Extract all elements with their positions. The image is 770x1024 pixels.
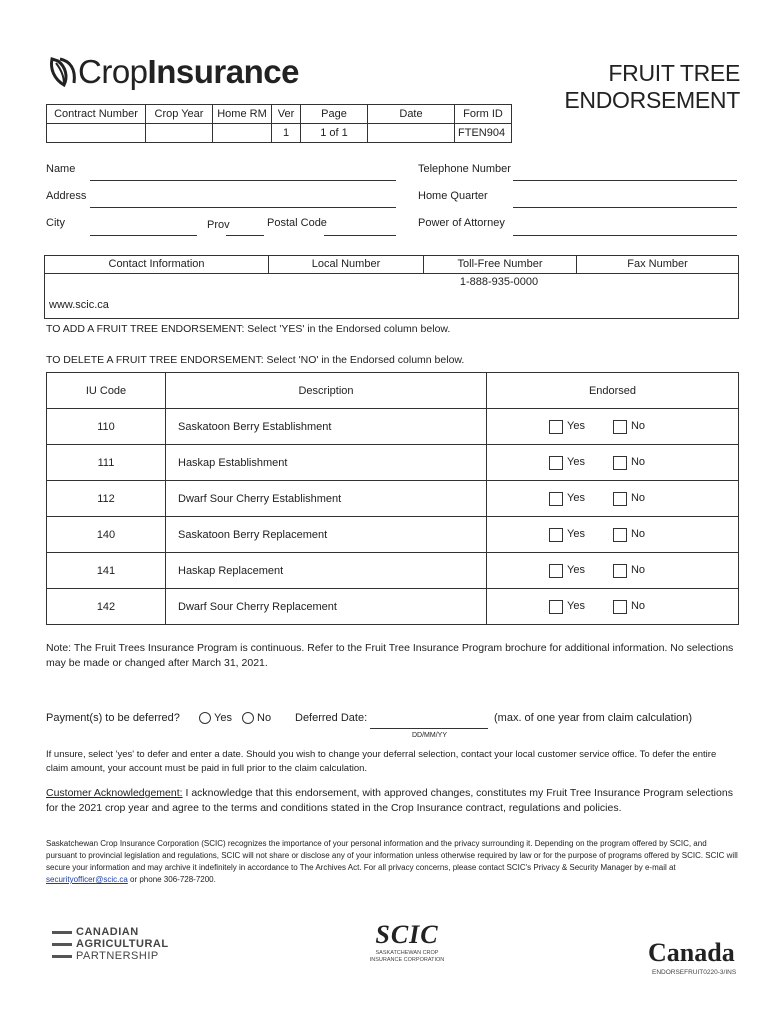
privacy-statement bbox=[46, 838, 738, 886]
city-field[interactable] bbox=[90, 235, 197, 236]
yes-label: Yes bbox=[567, 420, 585, 433]
yes-label: Yes bbox=[567, 600, 585, 613]
postal-code-field[interactable] bbox=[324, 235, 396, 236]
iu-description: Saskatoon Berry Establishment bbox=[166, 409, 487, 445]
privacy-tail: or phone 306-728-7200. bbox=[127, 875, 216, 884]
col-form-id: Form ID bbox=[455, 105, 512, 124]
yes-label: Yes bbox=[567, 492, 585, 505]
checkbox-icon bbox=[613, 456, 627, 470]
logo-text: CropInsurance bbox=[78, 53, 299, 90]
no-label: No bbox=[630, 420, 646, 433]
no-checkbox[interactable] bbox=[613, 528, 645, 540]
cap-line2: AGRICULTURAL bbox=[76, 938, 169, 950]
crop-year-field[interactable] bbox=[146, 124, 213, 143]
table-row bbox=[47, 589, 739, 625]
col-home-rm: Home RM bbox=[213, 105, 272, 124]
yes-checkbox[interactable] bbox=[549, 420, 585, 432]
table-row bbox=[47, 553, 739, 589]
iu-code: 141 bbox=[47, 553, 166, 589]
power-of-attorney-label: Power of Attorney bbox=[418, 217, 505, 229]
form-id-value: FTEN904 bbox=[455, 124, 512, 143]
checkbox-icon bbox=[549, 564, 563, 578]
customer-acknowledgement bbox=[46, 786, 738, 816]
scic-wordmark: SCIC bbox=[375, 920, 439, 949]
iu-description: Dwarf Sour Cherry Establishment bbox=[166, 481, 487, 517]
form-title: FRUIT TREE ENDORSEMENT bbox=[564, 60, 740, 113]
yes-checkbox[interactable] bbox=[549, 564, 585, 576]
telephone-field[interactable] bbox=[513, 180, 737, 181]
delete-instruction: TO DELETE A FRUIT TREE ENDORSEMENT: Select 'NO' in the Endorsed column below. bbox=[46, 354, 465, 366]
iu-code: 140 bbox=[47, 517, 166, 553]
privacy-email-link[interactable]: securityofficer@scic.ca bbox=[46, 875, 128, 884]
table-row bbox=[47, 481, 739, 517]
endorsed-header: Endorsed bbox=[487, 373, 739, 409]
date-field[interactable] bbox=[368, 124, 455, 143]
radio-icon bbox=[199, 712, 211, 724]
cap-logo bbox=[52, 926, 169, 962]
table-row bbox=[47, 517, 739, 553]
endorsed-cell bbox=[487, 409, 739, 445]
contract-table bbox=[46, 104, 512, 143]
name-label: Name bbox=[46, 163, 76, 175]
checkbox-icon bbox=[613, 420, 627, 434]
yes-label: Yes bbox=[567, 528, 585, 541]
add-instruction: TO ADD A FRUIT TREE ENDORSEMENT: Select 'YES' in the Endorsed column below. bbox=[46, 323, 451, 335]
endorsed-cell bbox=[487, 553, 739, 589]
iu-description: Haskap Establishment bbox=[166, 445, 487, 481]
scic-sub1: SASKATCHEWAN CROP bbox=[375, 950, 439, 956]
page-value: 1 of 1 bbox=[301, 124, 368, 143]
no-checkbox[interactable] bbox=[613, 492, 645, 504]
table-row bbox=[47, 445, 739, 481]
name-field[interactable] bbox=[90, 180, 396, 181]
no-label: No bbox=[630, 492, 646, 505]
leaf-icon bbox=[48, 55, 78, 89]
checkbox-icon bbox=[613, 564, 627, 578]
col-page: Page bbox=[301, 105, 368, 124]
canada-wordmark: Canada bbox=[648, 938, 735, 967]
col-date: Date bbox=[368, 105, 455, 124]
max-deferral-note: (max. of one year from claim calculation) bbox=[494, 712, 693, 724]
checkbox-icon bbox=[549, 456, 563, 470]
yes-checkbox[interactable] bbox=[549, 528, 585, 540]
deferral-question: Payment(s) to be deferred? bbox=[46, 712, 180, 724]
iu-code: 111 bbox=[47, 445, 166, 481]
defer-no-option[interactable] bbox=[242, 712, 271, 724]
form-code: ENDORSEFRUIT0220-3/INS bbox=[652, 969, 737, 976]
endorsed-cell bbox=[487, 481, 739, 517]
contact-info-header: Contact Information bbox=[45, 256, 269, 273]
deferred-date-label: Deferred Date: bbox=[295, 712, 368, 724]
local-number-header: Local Number bbox=[269, 256, 424, 273]
yes-label: Yes bbox=[567, 564, 585, 577]
home-rm-field[interactable] bbox=[213, 124, 272, 143]
yes-checkbox[interactable] bbox=[549, 600, 585, 612]
ver-value: 1 bbox=[272, 124, 301, 143]
city-label: City bbox=[46, 217, 65, 229]
home-quarter-field[interactable] bbox=[513, 207, 737, 208]
defer-yes-label: Yes bbox=[214, 712, 232, 724]
checkbox-icon bbox=[549, 420, 563, 434]
toll-free-number: 1-888-935-0000 bbox=[459, 276, 539, 288]
contract-number-field[interactable] bbox=[47, 124, 146, 143]
unsure-instruction: If unsure, select 'yes' to defer and enter a date. Should you wish to change your deferral selection, contact your local customer service office. To defer the entire claim amount, your account must be paid in full prior to the claim calculation. bbox=[46, 749, 717, 774]
endorsed-cell bbox=[487, 517, 739, 553]
crop-insurance-logo bbox=[48, 52, 299, 92]
col-crop-year: Crop Year bbox=[146, 105, 213, 124]
iu-code: 142 bbox=[47, 589, 166, 625]
yes-checkbox[interactable] bbox=[549, 492, 585, 504]
acknowledgement-text: I acknowledge that this endorsement, with approved changes, constitutes my Fruit Tree Insurance Program selections for the 2021 crop year and agree to the terms and conditions stated in the Crop Insurance contract, regulations and policies. bbox=[46, 787, 733, 814]
home-quarter-label: Home Quarter bbox=[418, 190, 488, 202]
yes-label: Yes bbox=[567, 456, 585, 469]
defer-yes-option[interactable] bbox=[199, 712, 232, 724]
cap-line3: PARTNERSHIP bbox=[76, 950, 159, 962]
prov-label: Prov bbox=[207, 219, 230, 231]
note-text: Note: The Fruit Trees Insurance Program is continuous. Refer to the Fruit Tree Insurance Program brochure for additional information. No selections may be made or changed after March 31, 2021. bbox=[46, 642, 734, 669]
checkbox-icon bbox=[613, 600, 627, 614]
power-of-attorney-field[interactable] bbox=[513, 235, 737, 236]
iu-description: Saskatoon Berry Replacement bbox=[166, 517, 487, 553]
radio-icon bbox=[242, 712, 254, 724]
no-label: No bbox=[630, 456, 646, 469]
iu-code-header: IU Code bbox=[47, 373, 166, 409]
no-checkbox[interactable] bbox=[613, 600, 645, 612]
checkbox-icon bbox=[613, 528, 627, 542]
col-ver: Ver bbox=[272, 105, 301, 124]
iu-code: 112 bbox=[47, 481, 166, 517]
address-field[interactable] bbox=[90, 207, 396, 208]
no-checkbox[interactable] bbox=[613, 564, 645, 576]
cap-line1: CANADIAN bbox=[76, 926, 139, 938]
prov-field[interactable] bbox=[226, 235, 264, 236]
checkbox-icon bbox=[549, 600, 563, 614]
deferred-date-field[interactable] bbox=[370, 728, 488, 729]
iu-description: Dwarf Sour Cherry Replacement bbox=[166, 589, 487, 625]
acknowledgement-label: Customer Acknowledgement: bbox=[46, 787, 183, 799]
website-link[interactable]: www.scic.ca bbox=[49, 299, 109, 311]
address-label: Address bbox=[46, 190, 87, 202]
yes-checkbox[interactable] bbox=[549, 456, 585, 468]
telephone-label: Telephone Number bbox=[418, 163, 511, 175]
col-contract-number: Contract Number bbox=[47, 105, 146, 124]
scic-logo bbox=[352, 920, 462, 964]
table-row bbox=[47, 409, 739, 445]
fax-number-header: Fax Number bbox=[627, 258, 688, 270]
checkbox-icon bbox=[549, 528, 563, 542]
contact-info-box bbox=[44, 255, 739, 319]
postal-code-label: Postal Code bbox=[267, 217, 327, 229]
no-checkbox[interactable] bbox=[613, 456, 645, 468]
date-format-hint: DD/MM/YY bbox=[412, 732, 447, 739]
privacy-text: Saskatchewan Crop Insurance Corporation (SCIC) recognizes the importance of your personal information and the privacy surrounding it. Depending on the program offered by SCIC, and pursuant to provincial legislation and regulations, SCIC will not share or disclose any of your information unless otherwise required by law or for the purpose of programs offered by SCIC. SCIC will secure your information and may archive it indefinitely in accordance to The Archives Act. For all privacy concerns, please contact SCIC's Privacy & Security Manager by e-mail at bbox=[46, 839, 738, 872]
no-checkbox[interactable] bbox=[613, 420, 645, 432]
no-label: No bbox=[630, 564, 646, 577]
scic-sub2: INSURANCE CORPORATION bbox=[369, 957, 445, 963]
toll-free-header: Toll-Free Number bbox=[424, 256, 577, 273]
checkbox-icon bbox=[613, 492, 627, 506]
description-header: Description bbox=[166, 373, 487, 409]
iu-description: Haskap Replacement bbox=[166, 553, 487, 589]
iu-code: 110 bbox=[47, 409, 166, 445]
defer-no-label: No bbox=[257, 712, 272, 724]
no-label: No bbox=[630, 528, 646, 541]
checkbox-icon bbox=[549, 492, 563, 506]
endorsed-cell bbox=[487, 589, 739, 625]
endorsement-table bbox=[46, 372, 739, 625]
no-label: No bbox=[630, 600, 646, 613]
endorsed-cell bbox=[487, 445, 739, 481]
